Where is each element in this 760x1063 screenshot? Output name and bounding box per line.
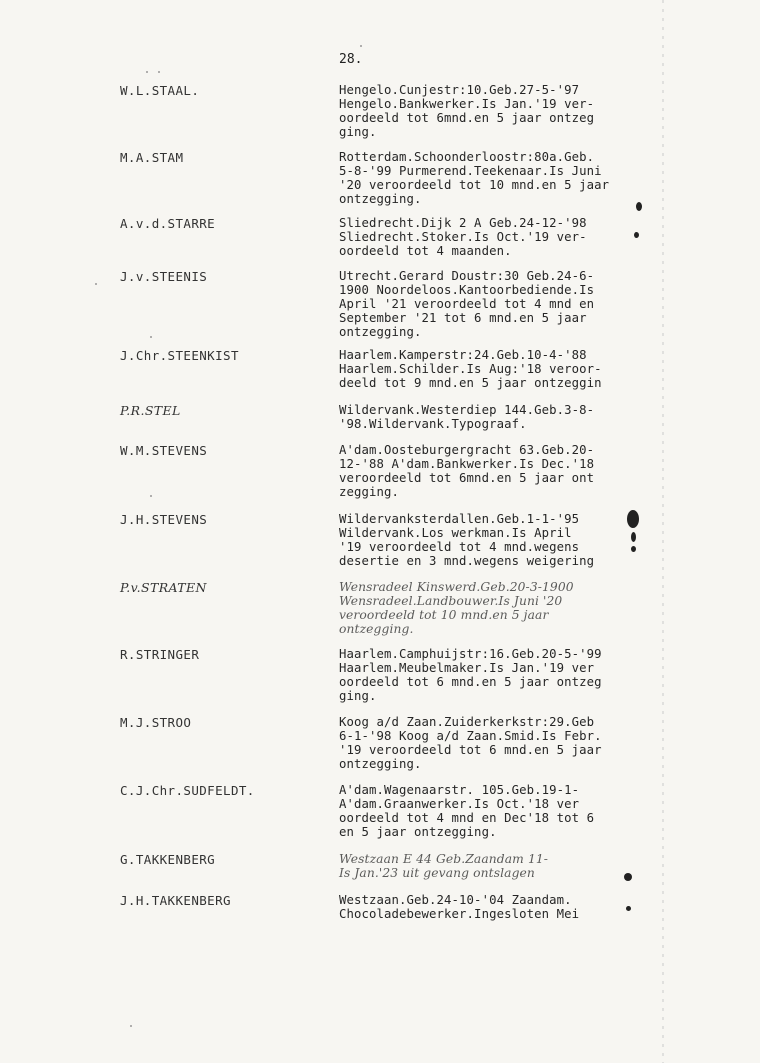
entry-name: M.J.STROO	[120, 715, 192, 730]
entry-details: Wensradeel Kinswerd.Geb.20-3-1900 Wensradeel.Landbouwer.Is Juni '20 veroordeeld tot 10 mnd.en 5 jaar ontzegging.	[339, 580, 574, 636]
entry-details: Wildervank.Westerdiep 144.Geb.3-8- '98.Wildervank.Typograaf.	[339, 403, 595, 431]
entry-name: J.v.STEENIS	[120, 269, 208, 284]
ink-blot	[634, 232, 639, 238]
ink-blot	[626, 906, 631, 911]
ink-speck	[150, 336, 152, 338]
ink-speck	[150, 495, 152, 497]
ink-blot	[624, 873, 632, 881]
ink-blot	[627, 510, 639, 528]
entry-name: G.TAKKENBERG	[120, 852, 216, 867]
entry-name: R.STRINGER	[120, 647, 200, 662]
entry-name: J.H.TAKKENBERG	[120, 893, 231, 908]
ink-speck	[130, 1025, 132, 1027]
entry-details: Wildervanksterdallen.Geb.1-1-'95 Wildervank.Los werkman.Is April '19 veroordeeld tot 4 mnd.wegens desertie en 3 mnd.wegens weigering	[339, 512, 595, 568]
entry-name: C.J.Chr.SUDFELDT.	[120, 783, 255, 798]
ink-speck	[360, 45, 362, 47]
ink-blot	[631, 546, 636, 552]
ink-speck	[146, 71, 148, 73]
ink-speck	[95, 283, 97, 285]
entry-name: J.H.STEVENS	[120, 512, 208, 527]
entry-details: Haarlem.Camphuijstr:16.Geb.20-5-'99 Haarlem.Meubelmaker.Is Jan.'19 ver oordeeld tot 6 mnd.en 5 jaar ontzeg ging.	[339, 647, 602, 703]
page-edge-shadow	[662, 0, 664, 1063]
entry-name: A.v.d.STARRE	[120, 216, 216, 231]
entry-name: P.v.STRATEN	[120, 580, 207, 595]
entry-name: M.A.STAM	[120, 150, 184, 165]
ink-blot	[636, 202, 642, 211]
entry-name: P.R.STEL	[120, 403, 181, 418]
entry-details: Utrecht.Gerard Doustr:30 Geb.24-6- 1900 Noordeloos.Kantoorbediende.Is April '21 veroordeeld tot 4 mnd en September '21 tot 6 mnd.en 5 jaar ontzegging.	[339, 269, 595, 339]
entry-details: Rotterdam.Schoonderloostr:80a.Geb. 5-8-'99 Purmerend.Teekenaar.Is Juni '20 veroordeeld tot 10 mnd.en 5 jaar ontzegging.	[339, 150, 610, 206]
entry-details: Westzaan.Geb.24-10-'04 Zaandam. Chocoladebewerker.Ingesloten Mei	[339, 893, 580, 921]
entry-details: Hengelo.Cunjestr:10.Geb.27-5-'97 Hengelo.Bankwerker.Is Jan.'19 ver- oordeeld tot 6mnd.en 5 jaar ontzeg ging.	[339, 83, 595, 139]
ink-blot	[631, 532, 636, 542]
entry-name: W.M.STEVENS	[120, 443, 208, 458]
page-number: 28.	[339, 52, 363, 67]
entry-details: A'dam.Wagenaarstr. 105.Geb.19-1- A'dam.Graanwerker.Is Oct.'18 ver oordeeld tot 4 mnd en Dec'18 tot 6 en 5 jaar ontzegging.	[339, 783, 595, 839]
entry-details: Koog a/d Zaan.Zuiderkerkstr:29.Geb 6-1-'98 Koog a/d Zaan.Smid.Is Febr. '19 veroordeeld tot 6 mnd.en 5 jaar ontzegging.	[339, 715, 602, 771]
ink-speck	[158, 71, 160, 73]
entry-details: Sliedrecht.Dijk 2 A Geb.24-12-'98 Sliedrecht.Stoker.Is Oct.'19 ver- oordeeld tot 4 maanden.	[339, 216, 587, 258]
entry-name: J.Chr.STEENKIST	[120, 348, 239, 363]
entry-details: Westzaan E 44 Geb.Zaandam 11- Is Jan.'23 uit gevang ontslagen	[339, 852, 549, 880]
entry-details: Haarlem.Kamperstr:24.Geb.10-4-'88 Haarlem.Schilder.Is Aug:'18 veroor- deeld tot 9 mnd.en 5 jaar ontzeggin	[339, 348, 602, 390]
entry-details: A'dam.Oosteburgergracht 63.Geb.20- 12-'88 A'dam.Bankwerker.Is Dec.'18 veroordeeld tot 6mnd.en 5 jaar ont zegging.	[339, 443, 595, 499]
entry-name: W.L.STAAL.	[120, 83, 200, 98]
